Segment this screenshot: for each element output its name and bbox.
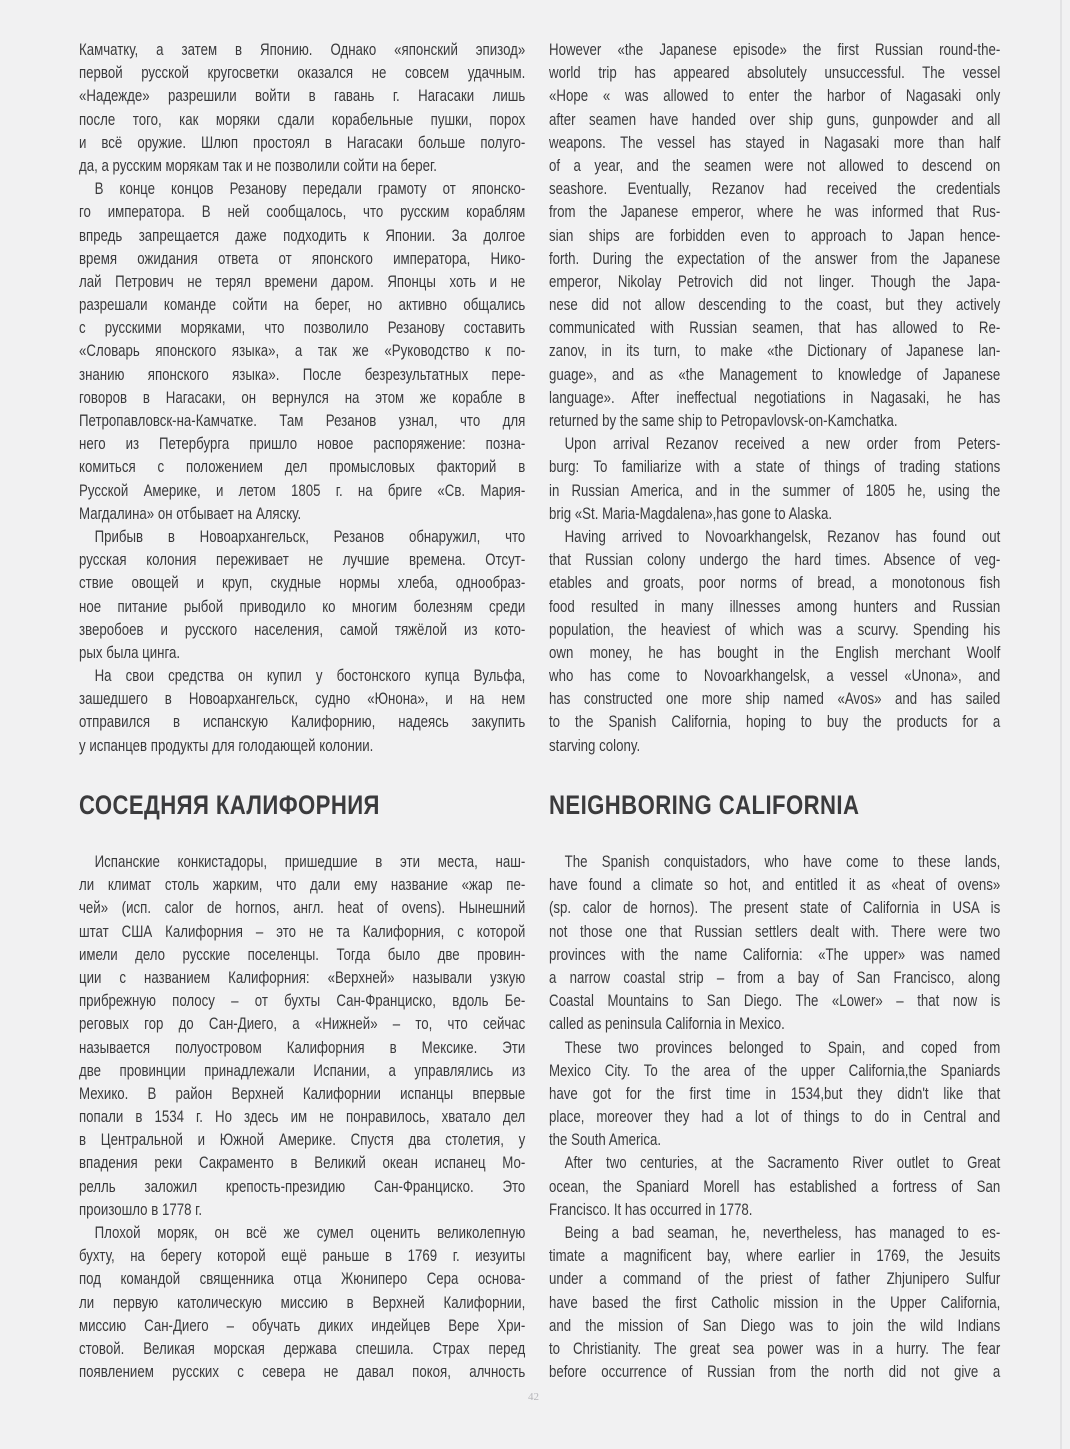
text-line: имели дело русские поселенцы. Тогда было две провин-	[79, 944, 526, 964]
text-line: лай Петрович не терял времени даром. Японцы хоть и не	[79, 271, 526, 291]
text-line: nese did not allow descending to the coast, but they actively	[549, 295, 1001, 315]
text-line: В конце концов Резанову передали грамоту от японско-	[94, 179, 526, 199]
text-line: before occurrence of Russian from the north did not give a	[549, 1362, 1001, 1382]
text-line: отправился в испанскую Калифорнию, надеясь закупить	[79, 712, 526, 732]
text-line: guage», and as «the Management to knowledge of Japanese	[549, 364, 1001, 384]
english-intro-column	[549, 38, 1001, 757]
text-line: forth. During the expectation of the answer from the Japanese	[549, 248, 1001, 268]
text-line: brig «St. Maria-Magdalena»,has gone to Alaska.	[549, 503, 833, 523]
text-line: после того, как моряки сдали корабельные пушки, порох	[79, 109, 526, 129]
text-line: returned by the same ship to Petropavlovsk-on-Kamchatka.	[549, 411, 898, 430]
text-line: who has come to Novoarkhangelsk, a vessel «Unona», and	[549, 666, 1001, 686]
text-line: Плохой моряк, он всё же сумел оценить великолепную	[94, 1223, 526, 1242]
text-line: Магдалина» он отбывает на Аляску.	[79, 503, 302, 523]
text-line: in Russian America, and in the summer of 1805 he, using the	[549, 480, 1001, 500]
text-line: штат США Калифорния – это не та Калифорния, с которой	[79, 921, 526, 941]
text-line: ции с названием Калифорния: «Верхней» называли узкую	[79, 967, 526, 987]
text-line: в Центральной и Южной Америке. Спустя два столетия, у	[79, 1130, 526, 1150]
page-edge-shadow	[1060, 0, 1062, 1449]
text-line: комиться с положением дел промысловых факторий в	[79, 457, 526, 477]
text-line: Испанские конкистадоры, пришедшие в эти места, наш-	[94, 852, 526, 871]
text-line: первой русской кругосветки оказался не совсем удачным.	[79, 63, 526, 83]
text-line: under a command of the priest of father Zhjunipero Sulfur	[549, 1269, 1001, 1289]
text-line: да, а русским морякам так и не позволили сойти на берег.	[79, 155, 437, 175]
text-line: и всё оружие. Шлюп простоял в Нагасаки больше полуго-	[79, 132, 526, 152]
text-line: Being a bad seaman, he, nevertheless, has managed to es-	[564, 1223, 1001, 1242]
text-line: the South America.	[549, 1130, 662, 1150]
russian-intro-column	[79, 38, 526, 757]
text-line: zanov, in its turn, to make «the Dictionary of Japanese lan-	[549, 341, 1001, 361]
text-line: рых была цинга.	[79, 642, 181, 662]
text-line: seashore. Eventually, Rezanov had received the credentials	[549, 179, 1001, 199]
english-section-body	[549, 850, 1001, 1383]
text-line: own money, he has bought in the English merchant Woolf	[549, 642, 1001, 662]
russian-section-body	[79, 850, 526, 1383]
text-line: разрешали команде сойти на берег, но активно общались	[79, 295, 526, 315]
text-line: «Hope « was allowed to enter the harbor of Nagasaki only	[549, 86, 1001, 106]
text-line: Mexico City. To the area of the upper California,the Spaniards	[549, 1060, 1001, 1080]
text-line: под командой священника отца Жюниперо Сера основа-	[79, 1269, 526, 1289]
text-line: These two provinces belonged to Spain, and coped from	[564, 1037, 1001, 1057]
text-line: миссию Сан-Диего – обучать диких индейцев Вере Хри-	[79, 1315, 526, 1335]
text-line: weapons. The vessel has stayed in Nagasaki more than half	[549, 132, 1001, 152]
text-line: Francisco. It has occurred in 1778.	[549, 1199, 753, 1219]
text-line: ли климат столь жарким, что дали ему название «жар пе-	[79, 875, 526, 895]
text-line: стовой. Великая морская держава спешила. Страх перед	[79, 1338, 526, 1358]
text-line: релль заложил крепость-президию Сан-Франциско. Это	[79, 1176, 526, 1196]
text-line: го императора. В ней сообщалось, что русским кораблям	[79, 202, 526, 222]
text-line: с русскими моряками, что позволило Резанову составить	[79, 318, 526, 338]
page-number: 42	[528, 1391, 539, 1403]
text-line: language». After ineffectual negotiations in Nagasaki, he has	[549, 387, 1001, 407]
text-line: sian ships are forbidden even to approach to Japan hence-	[549, 225, 1001, 245]
text-line: have found a climate so hot, and entitled it as «heat of ovens»	[549, 875, 1001, 895]
text-line: две провинции принадлежали Испании, а управлялись из	[79, 1060, 526, 1080]
text-line: population, the heaviest of which was a scurvy. Spending his	[549, 619, 1001, 639]
text-line: provinces with the name California: «The upper» was named	[549, 944, 1001, 964]
text-line: a narrow coastal strip – from a bay of San Francisco, along	[549, 967, 1001, 987]
text-line: Петропавловск-на-Камчатке. Там Резанов узнал, что для	[79, 411, 526, 430]
text-line: not those one that Russian settlers dealt with. There were two	[549, 921, 1001, 941]
text-line: Камчатку, а затем в Японию. Однако «японский эпизод»	[79, 40, 526, 59]
text-line: ное питание рыбой приводило ко многим болезням среди	[79, 596, 526, 616]
text-line: after seamen have handed over ship guns, gunpowder and all	[549, 109, 1001, 129]
text-line: Having arrived to Novoarkhangelsk, Rezanov has found out	[564, 526, 1001, 546]
text-line: Прибыв в Новоархангельск, Резанов обнаружил, что	[94, 526, 526, 546]
text-line: to Christianity. The great sea power was in a hurry. The fear	[549, 1338, 1001, 1358]
text-line: of a year, and the seamen were not allowed to descend on	[549, 155, 1001, 175]
text-line: зверобоев и русского населения, самой тяжёлой из кото-	[79, 619, 526, 639]
text-line: него из Петербурга пришло новое распоряжение: позна-	[79, 434, 526, 454]
text-line: called as peninsula California in Mexico.	[549, 1014, 785, 1034]
text-line: The Spanish conquistadors, who have come to these lands,	[564, 852, 1001, 871]
text-line: After two centuries, at the Sacramento River outlet to Great	[564, 1153, 1001, 1173]
text-line: чей» (исп. calor de hornos, англ. heat of ovens). Нынешний	[79, 898, 526, 918]
text-line: has constructed one more ship named «Avos» and has sailed	[549, 689, 1001, 709]
text-line: world trip has appeared absolutely unsuccessful. The vessel	[549, 63, 1001, 83]
text-line: to the Spanish California, hoping to buy the products for a	[549, 712, 1001, 732]
text-line: timate a magnificent bay, where earlier in 1769, the Jesuits	[549, 1246, 1001, 1266]
text-line: говоров в Нагасаки, он вернулся на этом же корабле в	[79, 387, 526, 407]
text-line: have got for the first time in 1534,but they didn't like that	[549, 1083, 1001, 1103]
text-line: реговых гор до Сан-Диего, а «Нижней» – то, что сейчас	[79, 1014, 526, 1034]
text-line: and the mission of San Diego was to join the wild Indians	[549, 1315, 1001, 1335]
text-line: бухту, на берегу которой ещё раньше в 1769 г. иезуиты	[79, 1246, 526, 1266]
text-line: have based the first Catholic mission in the Upper California,	[549, 1292, 1001, 1312]
text-line: впадения реки Сакраменто в Великий океан испанец Мо-	[79, 1153, 526, 1173]
text-line: время ожидания ответа от японского императора, Нико-	[79, 248, 526, 268]
text-line: (sp. calor de hornos). The present state of California in USA is	[549, 898, 1001, 918]
text-line: Мехико. В район Верхней Калифорнии испанцы впервые	[79, 1083, 526, 1103]
text-line: Coastal Mountains to San Diego. The «Lower» – that now is	[549, 991, 1001, 1011]
text-line: ocean, the Spaniard Morell has established a fortress of San	[549, 1176, 1001, 1196]
text-line: emperor, Nikolay Petrovich did not linger. Though the Japa-	[549, 271, 1001, 291]
text-line: впредь запрещается даже подходить к Японии. За долгое	[79, 225, 526, 245]
text-line: прибрежную полосу – от бухты Сан-Франциско, вдоль Бе-	[79, 991, 526, 1011]
text-line: знанию японского языка». После безрезультатных пере-	[79, 364, 526, 384]
text-line: зашедшего в Новоархангельск, судно «Юнона», и на нем	[79, 689, 526, 709]
text-line: etables and groats, poor norms of bread, a monotonous fish	[549, 573, 1001, 593]
text-line: ли первую католическую миссию в Верхней Калифорнии,	[79, 1292, 526, 1312]
text-line: «Словарь японского языка», а так же «Руководство к по-	[79, 341, 526, 361]
text-line: Upon arrival Rezanov received a new order from Peters-	[564, 434, 1001, 454]
text-line: «Надежде» разрешили войти в гавань г. Нагасаки лишь	[79, 86, 526, 106]
text-line: that Russian colony undergo the hard times. Absence of veg-	[549, 550, 1001, 570]
text-line: ствие овощей и круп, скудные нормы хлеба, однообраз-	[79, 573, 526, 593]
text-line: from the Japanese emperor, where he was informed that Rus-	[549, 202, 1001, 222]
text-line: Русской Америке, и летом 1805 г. на бриге «Св. Мария-	[79, 480, 526, 500]
text-line: произошло в 1778 г.	[79, 1199, 203, 1219]
english-section-heading: NEIGHBORING CALIFORNIA	[549, 790, 860, 820]
text-line: На свои средства он купил у бостонского купца Вульфа,	[94, 666, 526, 686]
text-line: называется полуостровом Калифорния в Мексике. Эти	[79, 1037, 526, 1057]
text-line: burg: To familiarize with a state of things of trading stations	[549, 457, 1001, 477]
text-line: у испанцев продукты для голодающей колонии.	[79, 735, 374, 755]
text-line: However «the Japanese episode» the first Russian round-the-	[549, 40, 1001, 59]
text-line: place, moreover they had a lot of things to do in Central and	[549, 1107, 1001, 1127]
text-line: communicated with Russian seamen, that has allowed to Re-	[549, 318, 1001, 338]
text-line: русская колония переживает не лучшие времена. Отсут-	[79, 550, 526, 570]
text-line: появлением русских с севера не давал покоя, алчность	[79, 1362, 526, 1382]
text-line: food resulted in many illnesses among hunters and Russian	[549, 596, 1001, 616]
text-line: попали в 1534 г. Но здесь им не понравилось, хватало дел	[79, 1107, 526, 1127]
text-line: starving colony.	[549, 735, 641, 755]
russian-section-heading: СОСЕДНЯЯ КАЛИФОРНИЯ	[79, 790, 380, 820]
